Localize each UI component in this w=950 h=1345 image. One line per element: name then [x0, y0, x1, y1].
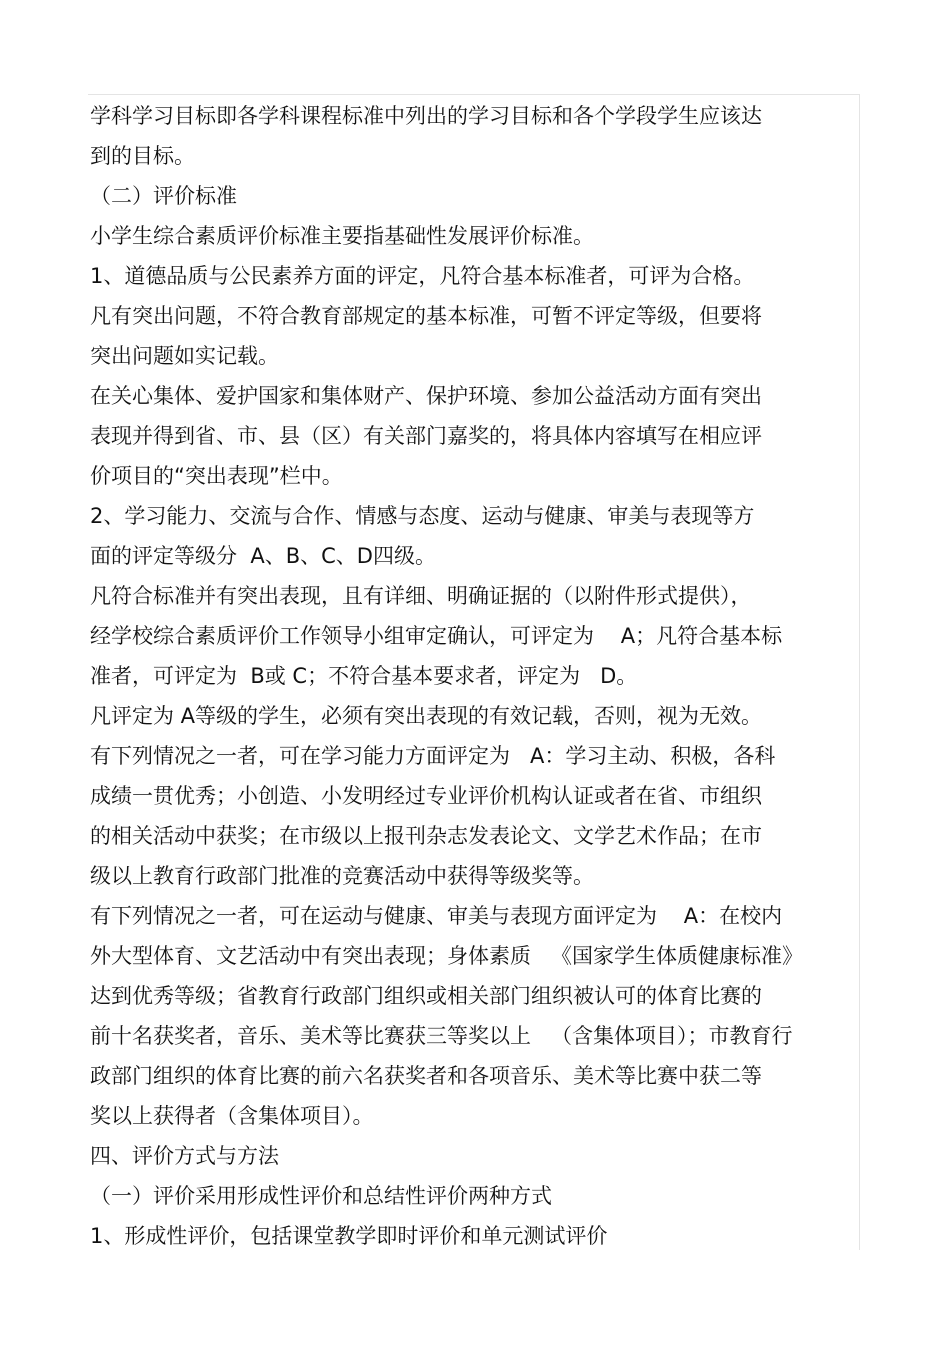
- document-body: [90, 96, 858, 1256]
- text-line: 级以上教育行政部门批准的竞赛活动中获得等级奖等。: [90, 864, 594, 888]
- text-line: 小学生综合素质评价标准主要指基础性发展评价标准。: [90, 224, 594, 248]
- text-line: 表现并得到省、市、县（区）有关部门嘉奖的，将具体内容填写在相应评: [90, 424, 762, 448]
- text-line: 奖以上获得者（含集体项目）。: [90, 1104, 374, 1128]
- section-heading: （二）评价标准: [90, 184, 237, 208]
- text-line: 在关心集体、爱护国家和集体财产、保护环境、参加公益活动方面有突出: [90, 384, 762, 408]
- text-line: 的相关活动中获奖；在市级以上报刊杂志发表论文、文学艺术作品；在市: [90, 824, 762, 848]
- text-line: 经学校综合素质评价工作领导小组审定确认，可评定为 A；凡符合基本标: [90, 624, 783, 648]
- text-line: 学科学习目标即各学科课程标准中列出的学习目标和各个学段学生应该达: [90, 104, 762, 128]
- text-line: 外大型体育、文艺活动中有突出表现；身体素质 《国家学生体质健康标准》: [90, 944, 804, 968]
- text-line: 1、形成性评价，包括课堂教学即时评价和单元测试评价: [90, 1224, 608, 1248]
- text-line: 凡有突出问题，不符合教育部规定的基本标准，可暂不评定等级，但要将: [90, 304, 762, 328]
- text-line: 有下列情况之一者，可在学习能力方面评定为 A：学习主动、积极，各科: [90, 744, 776, 768]
- text-line: 1、道德品质与公民素养方面的评定，凡符合基本标准者，可评为合格。: [90, 264, 755, 288]
- text-line: 凡符合标准并有突出表现，且有详细、明确证据的（以附件形式提供），: [90, 584, 752, 608]
- text-line: 有下列情况之一者，可在运动与健康、审美与表现方面评定为 A：在校内: [90, 904, 783, 928]
- section-heading: 四、评价方式与方法: [90, 1144, 279, 1168]
- text-line: 突出问题如实记载。: [90, 344, 279, 368]
- text-line: 前十名获奖者，音乐、美术等比赛获三等奖以上 （含集体项目）；市教育行: [90, 1024, 793, 1048]
- section-heading: （一）评价采用形成性评价和总结性评价两种方式: [90, 1184, 552, 1208]
- text-line: 凡评定为 A等级的学生，必须有突出表现的有效记载，否则，视为无效。: [90, 704, 763, 728]
- text-line: 2、学习能力、交流与合作、情感与态度、运动与健康、审美与表现等方: [90, 504, 755, 528]
- text-line: 政部门组织的体育比赛的前六名获奖者和各项音乐、美术等比赛中获二等: [90, 1064, 762, 1088]
- text-line: 到的目标。: [90, 144, 195, 168]
- text-line: 面的评定等级分 A、B、C、D四级。: [90, 544, 436, 568]
- text-line: 准者，可评定为 B或 C；不符合基本要求者，评定为 D。: [90, 664, 638, 688]
- text-line: 达到优秀等级；省教育行政部门组织或相关部门组织被认可的体育比赛的: [90, 984, 762, 1008]
- text-line: 成绩一贯优秀；小创造、小发明经过专业评价机构认证或者在省、市组织: [90, 784, 762, 808]
- text-line: 价项目的“突出表现”栏中。: [90, 464, 343, 488]
